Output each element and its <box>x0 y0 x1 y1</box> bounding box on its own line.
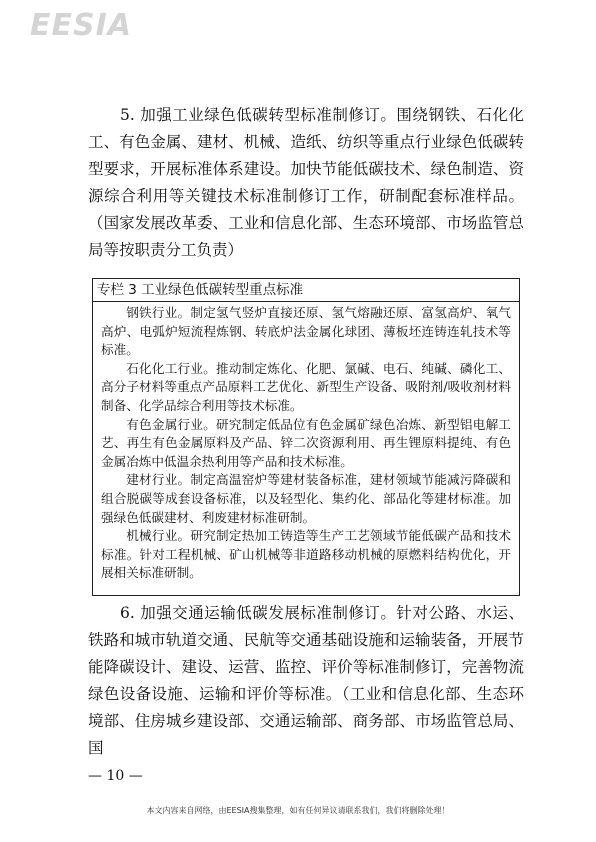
section-5-text: 5. 加强工业绿色低碳转型标准制修订。围绕钢铁、石化化工、有色金属、建材、机械、造纸、纺织等重点行业绿色低碳转型要求，开展标准体系建设。加快节能低碳技术、绿色制造、资源综合利用等关键技术标准制修订工作，研制配套标准样品。（国家发展改革委、工业和信息化部、生态环境部、市场监管总局等按职责分工负责） <box>88 106 524 259</box>
section-6-text: 6. 加强交通运输低碳发展标准制修订。针对公路、水运、铁路和城市轨道交通、民航等交通基础设施和运输装备，开展节能降碳设计、建设、运营、监控、评价等标准制修订，完善物流绿色设备设施、运输和评价等标准。（工业和信息化部、生态环境部、住房城乡建设部、交通运输部、商务部、市场监管总局、国 <box>88 604 524 757</box>
column-box <box>92 278 520 596</box>
box-item-building-materials: 建材行业。制定高温窑炉等建材装备标准，建材领域节能减污降碳和组合脱碳等成套设备标准，以及轻型化、集约化、部品化等建材标准。加强绿色低碳建材、利废建材标准研制。 <box>101 472 511 525</box>
footer-disclaimer: 本文内容来自网络，由EESIA搜集整理，如有任何异议请联系我们，我们将删除处理！ <box>146 806 450 815</box>
box-item-machinery: 机械行业。研究制定热加工铸造等生产工艺领域节能低碳产品和技术标准。针对工程机械、矿山机械等非道路移动机械的原燃料结构优化，开展相关标准研制。 <box>101 528 511 581</box>
column-box-body <box>93 302 519 583</box>
eesia-logo: EESIA <box>30 8 132 43</box>
page-number: — 10 — <box>88 768 143 784</box>
column-box-title: 专栏 3 工业绿色低碳转型重点标准 <box>93 279 519 302</box>
box-item-petrochemical: 石化化工行业。推动制定炼化、化肥、氯碱、电石、纯碱、磷化工、高分子材料等重点产品原料工艺优化、新型生产设备、吸附剂/吸收剂材料制备、化学品综合利用等技术标准。 <box>101 360 511 413</box>
box-item-nonferrous: 有色金属行业。研究制定低品位有色金属矿绿色冶炼、新型铝电解工艺、再生有色金属原料及产品、锌二次资源利用、再生锂原料提纯、有色金属冶炼中低温余热利用等产品和技术标准。 <box>101 416 511 469</box>
section-5-paragraph <box>88 102 524 264</box>
section-6-paragraph <box>88 600 524 762</box>
box-item-steel: 钢铁行业。制定氢气竖炉直接还原、氢气熔融还原、富氢高炉、氧气高炉、电弧炉短流程炼钢、转底炉法金属化球团、薄板坯连铸连轧技术等标准。 <box>101 305 511 358</box>
